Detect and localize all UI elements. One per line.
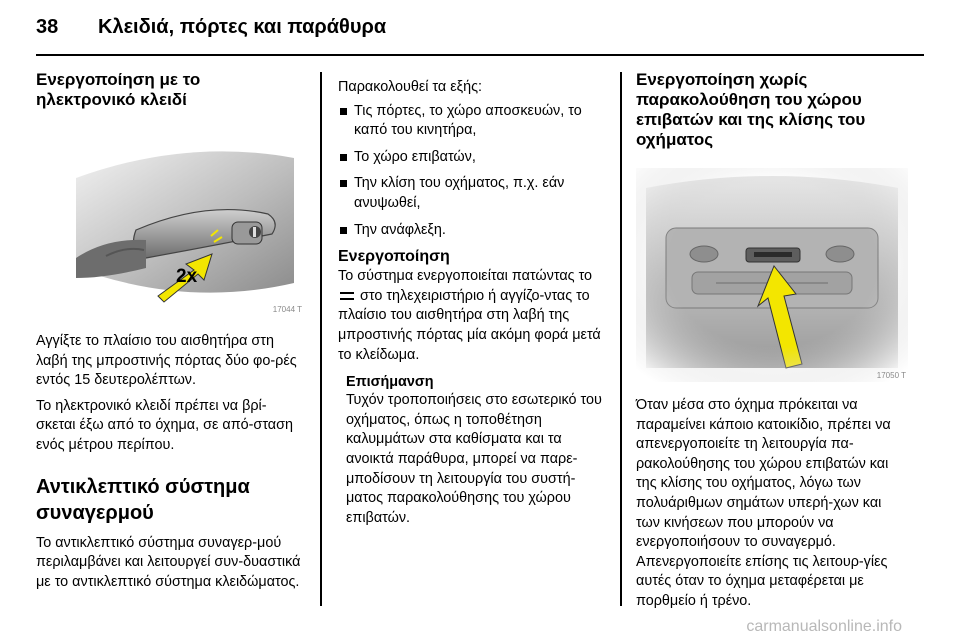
bullet-square-icon	[340, 154, 347, 161]
column-2	[338, 78, 606, 528]
bullet-square-icon	[340, 108, 347, 115]
figure-label: 17050 T	[876, 371, 906, 380]
interior-button-illustration	[636, 168, 908, 382]
section-heading-no-monitoring: Ενεργοποίηση χωρίς παρακολούθηση του χώρου επιβατών και της κλίσης του οχήματος	[636, 70, 866, 149]
activation-text-end: στο τηλεχειριστήριο ή αγγίζο-ντας το πλαίσιο του αισθητήρα στη λαβή της μπροστινής πόρτας μία ακόμη φορά μετά το κλείδωμα.	[338, 287, 601, 363]
list-item	[338, 148, 606, 168]
lock-button-icon	[340, 292, 354, 300]
activation-text-start: Το σύστημα ενεργοποιείται πατώντας το	[338, 268, 593, 285]
list-item	[338, 221, 606, 241]
list-item-text: Τις πόρτες, το χώρο αποσκευών, το καπό του κινητήρα,	[354, 102, 582, 139]
list-item-text: Το χώρο επιβατών,	[354, 148, 476, 165]
paragraph-alarm-description: Το αντικλεπτικό σύστημα συναγερ-μού περιλαμβάνει και λειτουργεί συν-δυαστικά με το αντικλεπτικό σύστημα κλειδώματος.	[36, 534, 301, 590]
list-item	[338, 174, 606, 213]
column-divider-2	[620, 72, 622, 606]
interior-button-figure	[636, 168, 908, 382]
note-box	[346, 373, 606, 528]
section-heading-electronic-key: Ενεργοποίηση με το ηλεκτρονικό κλειδί	[36, 70, 201, 109]
page-number: 38	[36, 16, 59, 38]
activation-paragraph	[338, 267, 606, 365]
door-handle-illustration	[36, 118, 304, 316]
header-rule	[36, 54, 924, 56]
callout-twice: 2x	[176, 266, 198, 287]
bullet-square-icon	[340, 180, 347, 187]
list-item-text: Την ανάφλεξη.	[354, 221, 446, 238]
page-header	[36, 16, 386, 46]
chapter-title: Κλειδιά, πόρτες και παράθυρα	[98, 16, 387, 38]
paragraph-key-outside: Το ηλεκτρονικό κλειδί πρέπει να βρί-σκεται έξω από το όχημα, σε από-σταση ενός μέτρου περίπου.	[36, 397, 294, 453]
note-text: Τυχόν τροποποιήσεις στο εσωτερικό του οχήματος, όπως η τοποθέτηση καλυμμάτων στα καθίσματα και τα ανοικτά παράθυρα, μπορεί να παρε-μποδίσουν τη λειτουργία του συστή-ματος παρακολούθησης του χώρου επιβατών.	[346, 392, 602, 526]
paragraph-touch-sensor: Αγγίξτε το πλαίσιο του αισθητήρα στη λαβή της μπροστινής πόρτας δύο φο-ρές εντός 15 δευτερολέπτων.	[36, 333, 297, 389]
list-item-text: Την κλίση του οχήματος, π.χ. εάν ανυψωθεί,	[354, 175, 565, 211]
list-item	[338, 102, 606, 141]
paragraph-pet-inside: Όταν μέσα στο όχημα πρόκειται να παραμείνει κάποιο κατοικίδιο, πρέπει να απενεργοποιείτε τη λειτουργία πα-ρακολούθησης του χώρου επιβατών και της κλίσης του οχήματος, λόγω των πολυάριθμων σημάτων υπερή-χων και των κινήσεων που μπορούν να ενεργοποιήσουν το συναγερμό. Απενεργοποιείτε επίσης τις λειτουρ-γίες αυτές όταν το όχημα μεταφέρεται με πορθμείο ή τρένο.	[636, 397, 891, 609]
column-divider-1	[320, 72, 322, 606]
note-title: Επισήμανση	[346, 374, 434, 391]
monitoring-list	[338, 102, 606, 241]
column-1	[36, 70, 304, 592]
section-heading-anti-theft-alarm: Αντικλεπτικό σύστημα συναγερμού	[36, 475, 250, 524]
column-3	[636, 70, 908, 612]
figure-label: 17044 T	[272, 305, 302, 314]
watermark: carmanualsonline.info	[746, 618, 902, 635]
monitoring-intro: Παρακολουθεί τα εξής:	[338, 79, 483, 95]
activation-heading: Ενεργοποίηση	[338, 248, 450, 266]
door-handle-figure	[36, 118, 304, 316]
bullet-square-icon	[340, 227, 347, 234]
